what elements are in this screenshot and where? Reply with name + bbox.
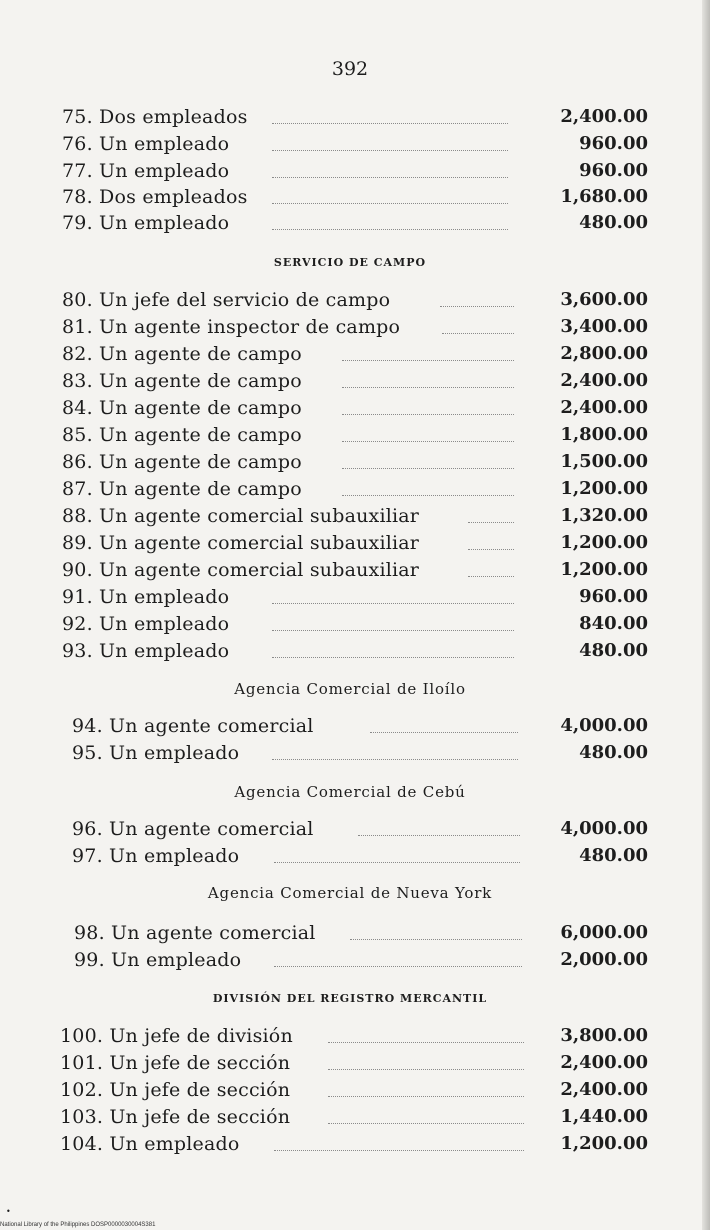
item-label: 85. Un agente de campo: [62, 424, 302, 446]
item-label: 102. Un jefe de sección: [60, 1079, 291, 1101]
item-amount: 2,400.00: [560, 1079, 648, 1100]
item-amount: 4,000.00: [560, 715, 648, 736]
list-item: [0, 922, 700, 948]
item-label: 97. Un empleado: [72, 845, 240, 867]
list-item: [0, 1079, 700, 1105]
list-item: [0, 1106, 700, 1132]
item-amount: 1,200.00: [560, 532, 648, 553]
list-item: [0, 818, 700, 844]
item-amount: 1,200.00: [560, 559, 648, 580]
list-item: [0, 343, 700, 369]
item-amount: 480.00: [579, 640, 648, 661]
dot-leader: [358, 835, 520, 836]
item-amount: 6,000.00: [560, 922, 648, 943]
item-label: 77. Un empleado: [62, 160, 230, 182]
dot-leader: [272, 229, 508, 230]
item-label: 86. Un agente de campo: [62, 451, 302, 473]
item-amount: 1,500.00: [560, 451, 648, 472]
item-label: 87. Un agente de campo: [62, 478, 302, 500]
list-item: [0, 451, 700, 477]
dot-leader: [342, 468, 514, 469]
item-label: 78. Dos empleados: [62, 186, 248, 208]
item-amount: 2,400.00: [560, 106, 648, 127]
item-amount: 1,200.00: [560, 1133, 648, 1154]
item-label: 84. Un agente de campo: [62, 397, 302, 419]
dot-leader: [328, 1042, 524, 1043]
list-item: [0, 133, 700, 159]
item-label: 76. Un empleado: [62, 133, 230, 155]
item-amount: 960.00: [579, 160, 648, 181]
list-item: [0, 586, 700, 612]
dot-leader: [274, 966, 522, 967]
list-item: [0, 212, 700, 238]
item-label: 94. Un agente comercial: [72, 715, 314, 737]
item-amount: 480.00: [579, 845, 648, 866]
item-label: 91. Un empleado: [62, 586, 230, 608]
dot-leader: [342, 441, 514, 442]
item-label: 88. Un agente comercial subauxiliar: [62, 505, 420, 527]
item-amount: 1,440.00: [560, 1106, 648, 1127]
list-item: [0, 532, 700, 558]
item-label: 79. Un empleado: [62, 212, 230, 234]
item-label: 99. Un empleado: [74, 949, 242, 971]
item-label: 81. Un agente inspector de campo: [62, 316, 401, 338]
page-number: 392: [331, 58, 369, 80]
item-amount: 960.00: [579, 133, 648, 154]
list-item: [0, 160, 700, 186]
item-amount: 1,320.00: [560, 505, 648, 526]
item-amount: 2,000.00: [560, 949, 648, 970]
section-heading: Agencia Comercial de Cebú: [234, 783, 466, 801]
list-item: [0, 613, 700, 639]
item-label: 75. Dos empleados: [62, 106, 248, 128]
list-item: [0, 397, 700, 423]
item-amount: 3,600.00: [560, 289, 648, 310]
dot-leader: [468, 522, 514, 523]
item-amount: 2,400.00: [560, 370, 648, 391]
item-amount: 4,000.00: [560, 818, 648, 839]
page-edge-shadow: [702, 0, 710, 1230]
item-label: 95. Un empleado: [72, 742, 240, 764]
list-item: [0, 949, 700, 975]
bullet-mark: •: [6, 1207, 11, 1216]
item-label: 83. Un agente de campo: [62, 370, 302, 392]
dot-leader: [328, 1096, 524, 1097]
item-label: 101. Un jefe de sección: [60, 1052, 291, 1074]
dot-leader: [274, 862, 520, 863]
item-amount: 2,400.00: [560, 1052, 648, 1073]
dot-leader: [272, 203, 508, 204]
dot-leader: [274, 1150, 524, 1151]
dot-leader: [328, 1123, 524, 1124]
dot-leader: [272, 150, 508, 151]
item-label: 103. Un jefe de sección: [60, 1106, 291, 1128]
item-amount: 3,800.00: [560, 1025, 648, 1046]
item-label: 90. Un agente comercial subauxiliar: [62, 559, 420, 581]
item-label: 96. Un agente comercial: [72, 818, 314, 840]
dot-leader: [272, 630, 514, 631]
dot-leader: [468, 549, 514, 550]
item-label: 98. Un agente comercial: [74, 922, 316, 944]
dot-leader: [342, 387, 514, 388]
item-amount: 3,400.00: [560, 316, 648, 337]
item-label: 93. Un empleado: [62, 640, 230, 662]
item-label: 80. Un jefe del servicio de campo: [62, 289, 391, 311]
item-label: 100. Un jefe de división: [60, 1025, 293, 1047]
dot-leader: [342, 414, 514, 415]
section-heading: Agencia Comercial de Iloílo: [234, 680, 466, 698]
dot-leader: [272, 603, 514, 604]
scan-footer: National Library of the Philippines DOSP0000030004S381: [0, 1222, 156, 1228]
list-item: [0, 370, 700, 396]
item-amount: 480.00: [579, 212, 648, 233]
item-label: 89. Un agente comercial subauxiliar: [62, 532, 420, 554]
item-amount: 2,400.00: [560, 397, 648, 418]
item-label: 104. Un empleado: [60, 1133, 240, 1155]
item-amount: 840.00: [579, 613, 648, 634]
item-label: 92. Un empleado: [62, 613, 230, 635]
dot-leader: [350, 939, 522, 940]
section-heading: Agencia Comercial de Nueva York: [207, 884, 493, 902]
dot-leader: [272, 759, 518, 760]
list-item: [0, 640, 700, 666]
list-item: [0, 715, 700, 741]
list-item: [0, 1133, 700, 1159]
list-item: [0, 1052, 700, 1078]
item-amount: 2,800.00: [560, 343, 648, 364]
dot-leader: [440, 306, 514, 307]
item-amount: 480.00: [579, 742, 648, 763]
list-item: [0, 742, 700, 768]
list-item: [0, 186, 700, 212]
list-item: [0, 845, 700, 871]
list-item: [0, 289, 700, 315]
dot-leader: [342, 360, 514, 361]
dot-leader: [272, 657, 514, 658]
section-heading: DIVISIÓN DEL REGISTRO MERCANTIL: [212, 992, 488, 1005]
dot-leader: [272, 123, 508, 124]
list-item: [0, 106, 700, 132]
dot-leader: [370, 732, 518, 733]
dot-leader: [272, 177, 508, 178]
item-label: 82. Un agente de campo: [62, 343, 302, 365]
dot-leader: [468, 576, 514, 577]
list-item: [0, 424, 700, 450]
list-item: [0, 505, 700, 531]
item-amount: 960.00: [579, 586, 648, 607]
dot-leader: [342, 495, 514, 496]
item-amount: 1,680.00: [560, 186, 648, 207]
list-item: [0, 1025, 700, 1051]
item-amount: 1,800.00: [560, 424, 648, 445]
item-amount: 1,200.00: [560, 478, 648, 499]
list-item: [0, 316, 700, 342]
section-heading: SERVICIO DE CAMPO: [273, 256, 427, 269]
dot-leader: [442, 333, 514, 334]
list-item: [0, 478, 700, 504]
dot-leader: [328, 1069, 524, 1070]
list-item: [0, 559, 700, 585]
